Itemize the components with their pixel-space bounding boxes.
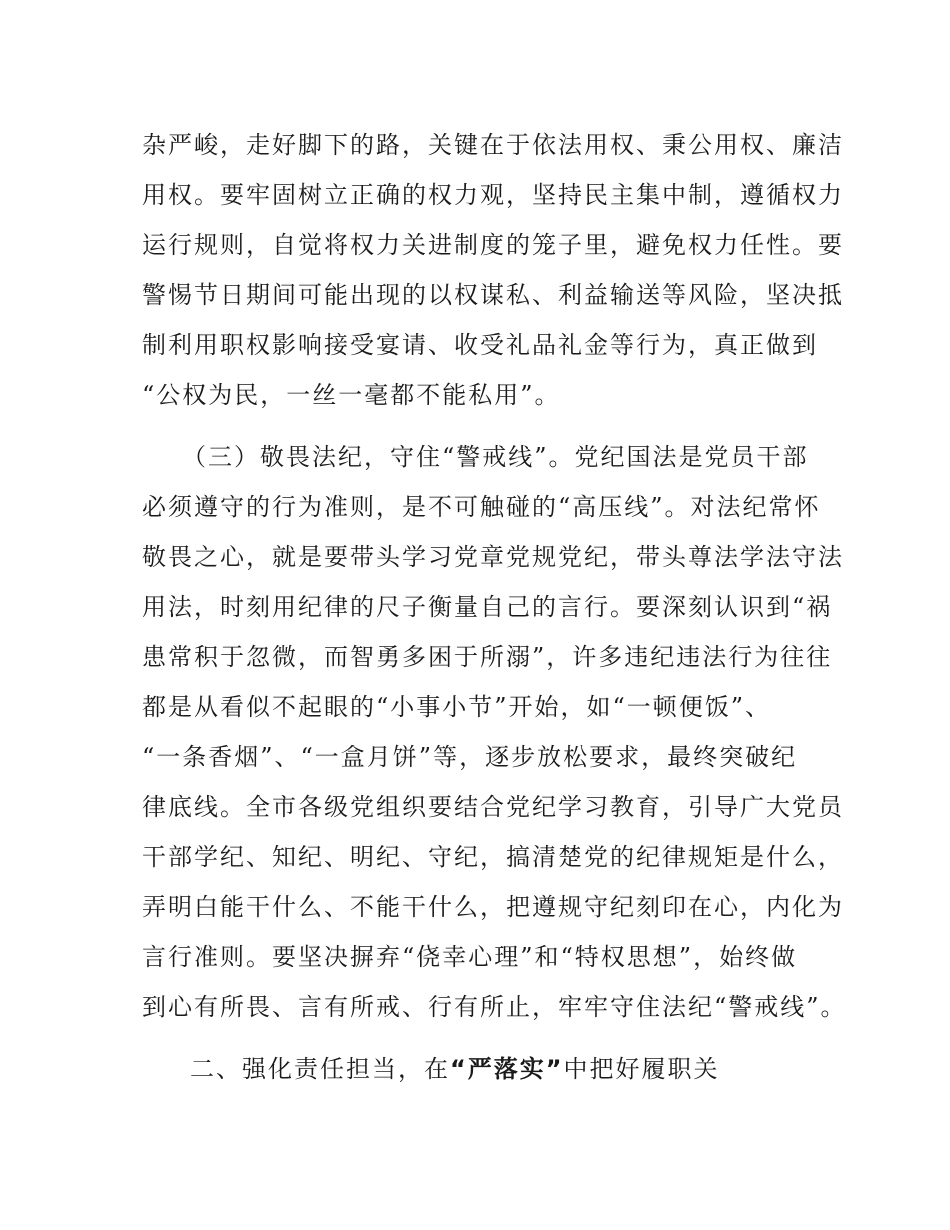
paragraph-line: 杂严峻，走好脚下的路，关键在于依法用权、秉公用权、廉洁 (142, 131, 844, 159)
paragraph-line: 用权。要牢固树立正确的权力观，坚持民主集中制，遵循权力 (142, 181, 844, 209)
paragraph-line: 警惕节日期间可能出现的以权谋私、利益输送等风险，坚决抵 (142, 281, 844, 309)
paragraph-line: 言行准则。要坚决摒弃“侥幸心理”和“特权思想”，始终做 (142, 943, 798, 971)
paragraph-line: （三）敬畏法纪，守住“警戒线”。党纪国法是党员干部 (142, 443, 809, 471)
paragraph-line: 患常积于忽微，而智勇多困于所溺”，许多违纪违法行为往往 (142, 643, 833, 671)
paragraph-line: 干部学纪、知纪、明纪、守纪，搞清楚党的纪律规矩是什么， (142, 843, 844, 871)
paragraph-2 (142, 432, 847, 1032)
paragraph-line: “一条香烟”、“一盒月饼”等，逐步放松要求，最终突破纪 (142, 743, 798, 771)
paragraph-line: “公权为民，一丝一毫都不能私用”。 (142, 381, 561, 409)
heading-key-phrase: “严落实” (450, 1055, 564, 1083)
paragraph-line: 制利用职权影响接受宴请、收受礼品礼金等行为，真正做到 (142, 331, 818, 359)
section-heading (142, 1044, 832, 1094)
paragraph-line: 都是从看似不起眼的“小事小节”开始，如“一顿便饭”、 (142, 693, 772, 721)
heading-suffix: 中把好履职关 (563, 1055, 720, 1083)
paragraph-line: 到心有所畏、言有所戒、行有所止，牢牢守住法纪“警戒线”。 (142, 993, 847, 1021)
paragraph-line: 运行规则，自觉将权力关进制度的笼子里，避免权力任性。要 (142, 231, 844, 259)
paragraph-line: 律底线。全市各级党组织要结合党纪学习教育，引导广大党员 (142, 793, 844, 821)
paragraph-line: 敬畏之心，就是要带头学习党章党规党纪，带头尊法学法守法 (142, 543, 844, 571)
heading-prefix: 二、强化责任担当，在 (190, 1055, 450, 1083)
paragraph-line: 必须遵守的行为准则，是不可触碰的“高压线”。对法纪常怀 (142, 493, 821, 521)
paragraph-1 (142, 120, 844, 420)
paragraph-line: 弄明白能干什么、不能干什么，把遵规守纪刻印在心，内化为 (142, 893, 844, 921)
paragraph-line: 用法，时刻用纪律的尺子衡量自己的言行。要深刻认识到“祸 (142, 593, 833, 621)
section-heading-line (142, 1044, 832, 1094)
